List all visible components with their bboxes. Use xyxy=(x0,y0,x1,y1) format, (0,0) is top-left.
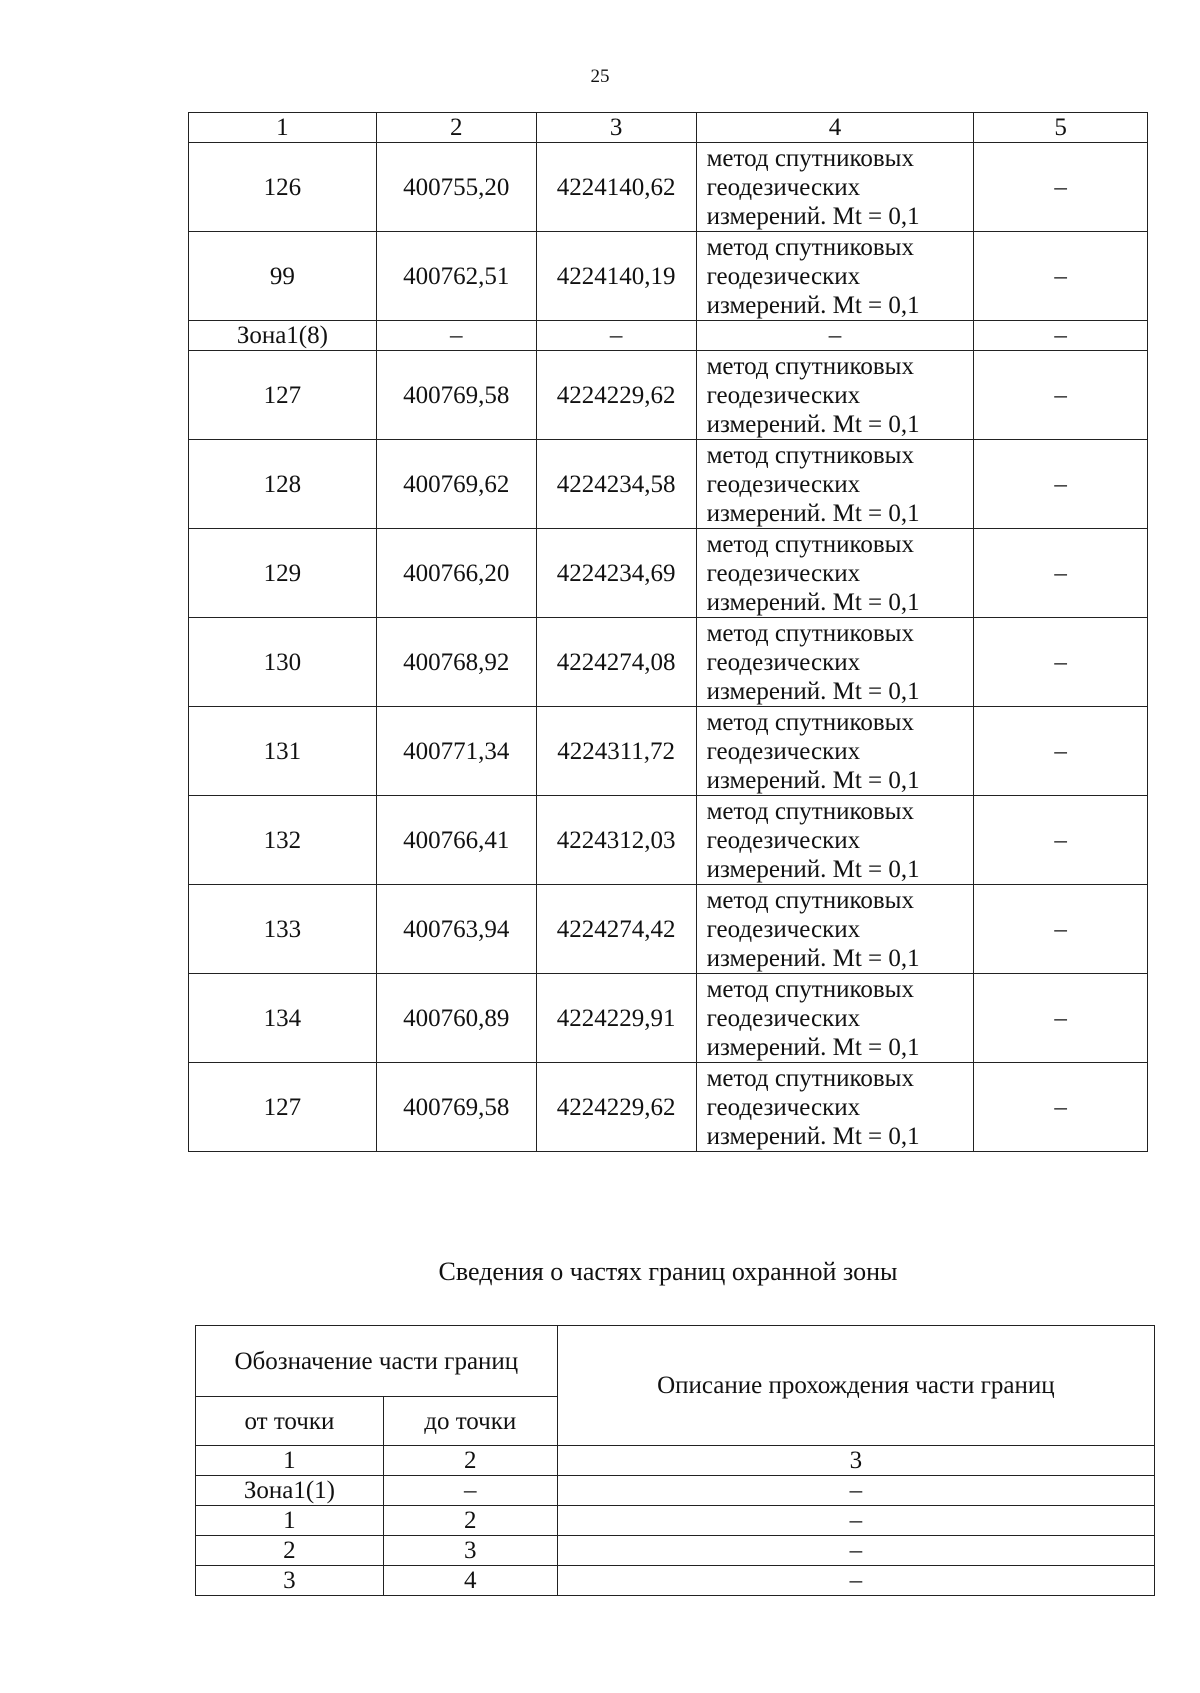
from-point-header: от точки xyxy=(196,1397,384,1446)
y-coordinate-cell: 4224311,72 xyxy=(536,707,696,796)
method-line: геодезических xyxy=(706,1004,861,1032)
description-header: Описание прохождения части границ xyxy=(557,1326,1154,1446)
y-coordinate-cell: 4224229,62 xyxy=(536,351,696,440)
x-coordinate-cell: 400769,58 xyxy=(376,351,536,440)
table-row xyxy=(196,1506,1155,1536)
method-line: геодезических xyxy=(706,381,861,409)
x-coordinate-cell: 400766,20 xyxy=(376,529,536,618)
coordinates-table xyxy=(188,112,1148,1152)
point-number-cell: 131 xyxy=(189,707,377,796)
method-line: измерений. Mt = 0,1 xyxy=(706,1122,920,1150)
column-number-row xyxy=(189,113,1148,143)
x-coordinate-cell: – xyxy=(376,321,536,351)
point-number-cell: 127 xyxy=(189,351,377,440)
table-row xyxy=(189,796,1148,885)
x-coordinate-cell: 400766,41 xyxy=(376,796,536,885)
y-coordinate-cell: 4224234,69 xyxy=(536,529,696,618)
column-number: 1 xyxy=(196,1446,384,1476)
method-cell xyxy=(696,618,974,707)
to-point-cell: 4 xyxy=(383,1566,557,1596)
y-coordinate-cell: 4224274,42 xyxy=(536,885,696,974)
method-cell xyxy=(696,143,974,232)
y-coordinate-cell: 4224234,58 xyxy=(536,440,696,529)
point-number-cell: 126 xyxy=(189,143,377,232)
point-number-cell: Зона1(8) xyxy=(189,321,377,351)
method-line: геодезических xyxy=(706,826,861,854)
method-line: геодезических xyxy=(706,915,861,943)
x-coordinate-cell: 400755,20 xyxy=(376,143,536,232)
method-line: геодезических xyxy=(706,470,861,498)
x-coordinate-cell: 400768,92 xyxy=(376,618,536,707)
parts-column-number-row xyxy=(196,1446,1155,1476)
x-coordinate-cell: 400760,89 xyxy=(376,974,536,1063)
method-line: измерений. Mt = 0,1 xyxy=(706,202,920,230)
method-line: метод спутниковых xyxy=(706,144,914,172)
column-number: 4 xyxy=(696,113,974,143)
note-cell: – xyxy=(974,529,1148,618)
to-point-cell: – xyxy=(383,1476,557,1506)
method-cell xyxy=(696,885,974,974)
method-cell xyxy=(696,1063,974,1152)
note-cell: – xyxy=(974,232,1148,321)
note-cell: – xyxy=(974,440,1148,529)
point-number-cell: 127 xyxy=(189,1063,377,1152)
method-line: метод спутниковых xyxy=(706,708,914,736)
to-point-cell: 3 xyxy=(383,1536,557,1566)
description-cell: – xyxy=(557,1476,1154,1506)
method-line: геодезических xyxy=(706,1093,861,1121)
method-line: геодезических xyxy=(706,737,861,765)
note-cell: – xyxy=(974,796,1148,885)
table-row xyxy=(189,1063,1148,1152)
column-number: 3 xyxy=(536,113,696,143)
table-row xyxy=(189,232,1148,321)
description-cell: – xyxy=(557,1506,1154,1536)
x-coordinate-cell: 400762,51 xyxy=(376,232,536,321)
method-cell xyxy=(696,707,974,796)
method-line: метод спутниковых xyxy=(706,619,914,647)
method-line: метод спутниковых xyxy=(706,1064,914,1092)
table-row xyxy=(189,974,1148,1063)
from-point-cell: 1 xyxy=(196,1506,384,1536)
method-line: измерений. Mt = 0,1 xyxy=(706,291,920,319)
column-number: 5 xyxy=(974,113,1148,143)
y-coordinate-cell: – xyxy=(536,321,696,351)
from-point-cell: 3 xyxy=(196,1566,384,1596)
method-cell xyxy=(696,351,974,440)
section-title: Сведения о частях границ охранной зоны xyxy=(438,1257,898,1286)
table-row xyxy=(189,618,1148,707)
column-number: 1 xyxy=(189,113,377,143)
point-number-cell: 133 xyxy=(189,885,377,974)
method-line: метод спутниковых xyxy=(706,352,914,380)
point-number-cell: 128 xyxy=(189,440,377,529)
table-row xyxy=(189,885,1148,974)
to-point-cell: 2 xyxy=(383,1506,557,1536)
method-line: метод спутниковых xyxy=(706,886,914,914)
method-cell xyxy=(696,440,974,529)
column-number: 3 xyxy=(557,1446,1154,1476)
note-cell: – xyxy=(974,974,1148,1063)
y-coordinate-cell: 4224140,19 xyxy=(536,232,696,321)
description-cell: – xyxy=(557,1566,1154,1596)
method-cell xyxy=(696,974,974,1063)
y-coordinate-cell: 4224274,08 xyxy=(536,618,696,707)
y-coordinate-cell: 4224229,91 xyxy=(536,974,696,1063)
y-coordinate-cell: 4224140,62 xyxy=(536,143,696,232)
point-number-cell: 132 xyxy=(189,796,377,885)
point-number-cell: 129 xyxy=(189,529,377,618)
note-cell: – xyxy=(974,885,1148,974)
method-line: измерений. Mt = 0,1 xyxy=(706,855,920,883)
method-line: метод спутниковых xyxy=(706,797,914,825)
method-line: геодезических xyxy=(706,262,861,290)
method-line: измерений. Mt = 0,1 xyxy=(706,499,920,527)
table-row xyxy=(196,1566,1155,1596)
method-line: метод спутниковых xyxy=(706,441,914,469)
method-line: метод спутниковых xyxy=(706,975,914,1003)
method-line: – xyxy=(828,322,842,349)
method-line: геодезических xyxy=(706,559,861,587)
point-number-cell: 99 xyxy=(189,232,377,321)
zone-row xyxy=(189,321,1148,351)
note-cell: – xyxy=(974,707,1148,796)
method-line: геодезических xyxy=(706,648,861,676)
table-row xyxy=(196,1476,1155,1506)
method-line: измерений. Mt = 0,1 xyxy=(706,766,920,794)
method-line: измерений. Mt = 0,1 xyxy=(706,677,920,705)
x-coordinate-cell: 400769,58 xyxy=(376,1063,536,1152)
page-number: 25 xyxy=(590,66,610,87)
method-line: метод спутниковых xyxy=(706,233,914,261)
method-line: измерений. Mt = 0,1 xyxy=(706,410,920,438)
x-coordinate-cell: 400763,94 xyxy=(376,885,536,974)
table-row xyxy=(189,707,1148,796)
method-cell xyxy=(696,232,974,321)
method-line: измерений. Mt = 0,1 xyxy=(706,944,920,972)
x-coordinate-cell: 400769,62 xyxy=(376,440,536,529)
description-cell: – xyxy=(557,1536,1154,1566)
table-row xyxy=(189,351,1148,440)
table-row xyxy=(189,143,1148,232)
y-coordinate-cell: 4224229,62 xyxy=(536,1063,696,1152)
method-cell xyxy=(696,529,974,618)
note-cell: – xyxy=(974,143,1148,232)
parts-header-row xyxy=(196,1326,1155,1397)
from-point-cell: Зона1(1) xyxy=(196,1476,384,1506)
boundary-parts-table xyxy=(195,1325,1155,1596)
table-row xyxy=(189,440,1148,529)
column-number: 2 xyxy=(383,1446,557,1476)
designation-header: Обозначение части границ xyxy=(196,1326,558,1397)
method-cell xyxy=(696,321,974,351)
table-row xyxy=(189,529,1148,618)
column-number: 2 xyxy=(376,113,536,143)
method-line: геодезических xyxy=(706,173,861,201)
x-coordinate-cell: 400771,34 xyxy=(376,707,536,796)
method-line: измерений. Mt = 0,1 xyxy=(706,1033,920,1061)
note-cell: – xyxy=(974,321,1148,351)
note-cell: – xyxy=(974,351,1148,440)
method-line: метод спутниковых xyxy=(706,530,914,558)
y-coordinate-cell: 4224312,03 xyxy=(536,796,696,885)
method-line: измерений. Mt = 0,1 xyxy=(706,588,920,616)
point-number-cell: 130 xyxy=(189,618,377,707)
note-cell: – xyxy=(974,618,1148,707)
from-point-cell: 2 xyxy=(196,1536,384,1566)
point-number-cell: 134 xyxy=(189,974,377,1063)
table-row xyxy=(196,1536,1155,1566)
method-cell xyxy=(696,796,974,885)
note-cell: – xyxy=(974,1063,1148,1152)
to-point-header: до точки xyxy=(383,1397,557,1446)
